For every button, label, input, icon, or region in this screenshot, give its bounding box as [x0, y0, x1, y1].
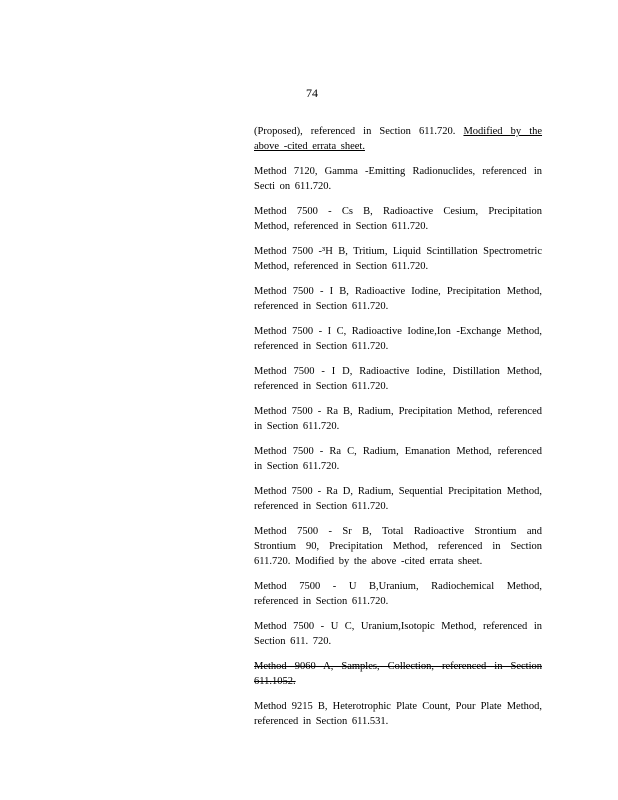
entry-text: Method 7500 - I B, Radioactive Iodine, Precipitation Method, referenced in Section 611.720.	[254, 286, 542, 312]
reference-entry	[254, 124, 542, 154]
entry-text: (Proposed), referenced in Section 611.720.	[254, 126, 456, 137]
page-number: 74	[306, 86, 318, 100]
reference-entry	[254, 244, 542, 274]
entry-text: Method 7500 - Ra C, Radium, Emanation Method, referenced in Section 611.720.	[254, 446, 542, 472]
deleted-reference-entry	[254, 659, 542, 689]
reference-entry	[254, 164, 542, 194]
entry-text: Method 7500 - Ra B, Radium, Precipitation Method, referenced in Section 611.720.	[254, 406, 542, 432]
reference-entry	[254, 284, 542, 314]
reference-entry	[254, 324, 542, 354]
entry-text: Method 7500 - Ra D, Radium, Sequential Precipitation Method, referenced in Section 611.720.	[254, 486, 542, 512]
entry-text: Method 7500 -³H B, Tritium, Liquid Scintillation Spectrometric Method, referenced in Section 611.720.	[254, 246, 542, 272]
reference-entry	[254, 524, 542, 569]
reference-entry	[254, 364, 542, 394]
entry-text: Method 7500 - I C, Radioactive Iodine,Ion -Exchange Method, referenced in Section 611.720.	[254, 326, 542, 352]
entry-modification-note: Modified by the above -cited errata sheet.	[254, 126, 543, 152]
reference-entry	[254, 699, 542, 729]
reference-entry	[254, 484, 542, 514]
entry-text: Method 9060 A, Samples, Collection, referenced in Section 611.1052.	[254, 661, 542, 687]
reference-entry	[254, 579, 542, 609]
document-body	[254, 124, 542, 739]
entry-text: Method 7500 - Cs B, Radioactive Cesium, Precipitation Method, referenced in Section 611.720.	[254, 206, 542, 232]
entry-text: Method 7500 - Sr B, Total Radioactive Strontium and Strontium 90, Precipitation Method, referenced in Section 611.720. Modified by the above -cited errata sheet.	[254, 526, 542, 567]
entry-text: Method 7500 - U C, Uranium,Isotopic Method, referenced in Section 611. 720.	[254, 621, 542, 647]
entry-text: Method 9215 B, Heterotrophic Plate Count, Pour Plate Method, referenced in Section 611.531.	[254, 701, 542, 727]
reference-entry	[254, 204, 542, 234]
reference-entry	[254, 619, 542, 649]
entry-text: Method 7120, Gamma -Emitting Radionuclides, referenced in Secti on 611.720.	[254, 166, 542, 192]
reference-entry	[254, 444, 542, 474]
reference-entry	[254, 404, 542, 434]
entry-text: Method 7500 - I D, Radioactive Iodine, Distillation Method, referenced in Section 611.720.	[254, 366, 542, 392]
entry-text: Method 7500 - U B,Uranium, Radiochemical Method, referenced in Section 611.720.	[254, 581, 542, 607]
